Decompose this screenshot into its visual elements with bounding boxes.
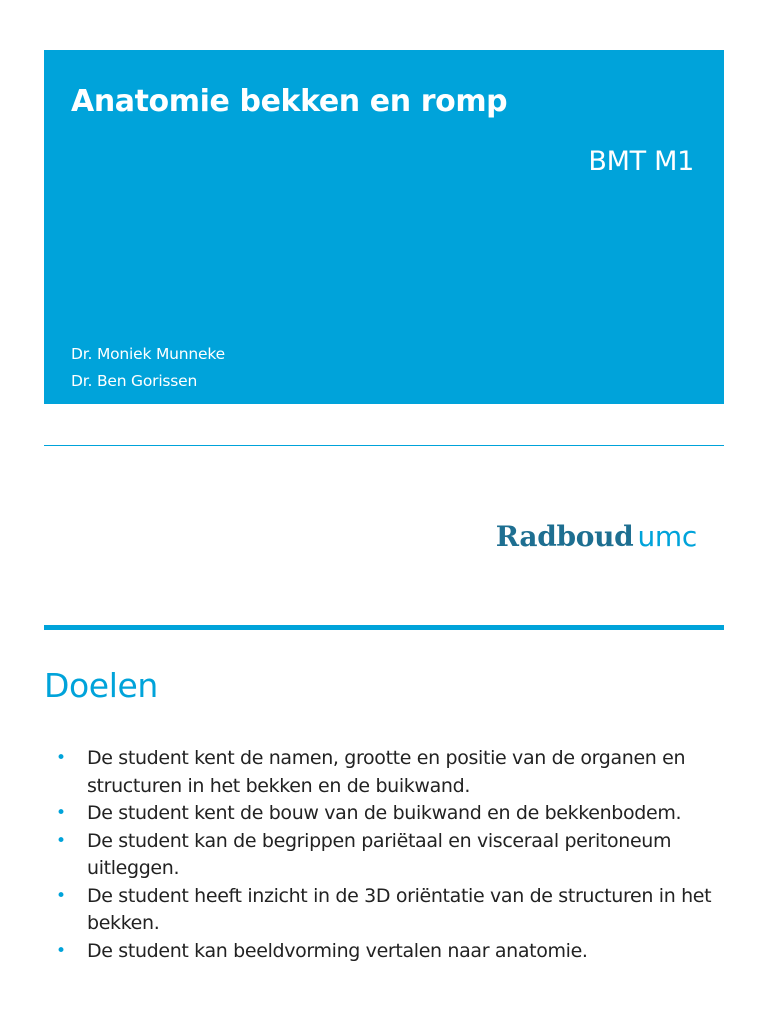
author-name: Dr. Moniek Munneke [71,345,225,363]
author-name: Dr. Ben Gorissen [71,372,198,390]
slide-divider [44,445,724,446]
slide-title: Anatomie bekken en romp [71,84,508,119]
list-item: • De student kent de namen, grootte en positie van de organen en structuren in het bekken en de buikwand. [56,745,716,800]
logo-wordmark: Radboud [495,520,634,553]
title-banner [44,50,724,404]
list-item: • De student kan beeldvorming vertalen naar anatomie. [56,938,716,966]
list-item: • De student heeft inzicht in de 3D oriëntatie van de structuren in het bekken. [56,883,716,938]
section-title: Doelen [44,666,158,705]
slide-top-rule [44,625,724,630]
radboudumc-logo [496,520,697,553]
author-list [71,341,225,395]
list-item: • De student kent de bouw van de buikwand en de bekkenbodem. [56,800,716,828]
slide-subtitle: BMT M1 [588,146,694,177]
goals-list [56,745,716,965]
list-item: • De student kan de begrippen pariëtaal en visceraal peritoneum uitleggen. [56,828,716,883]
logo-suffix: umc [637,520,697,553]
